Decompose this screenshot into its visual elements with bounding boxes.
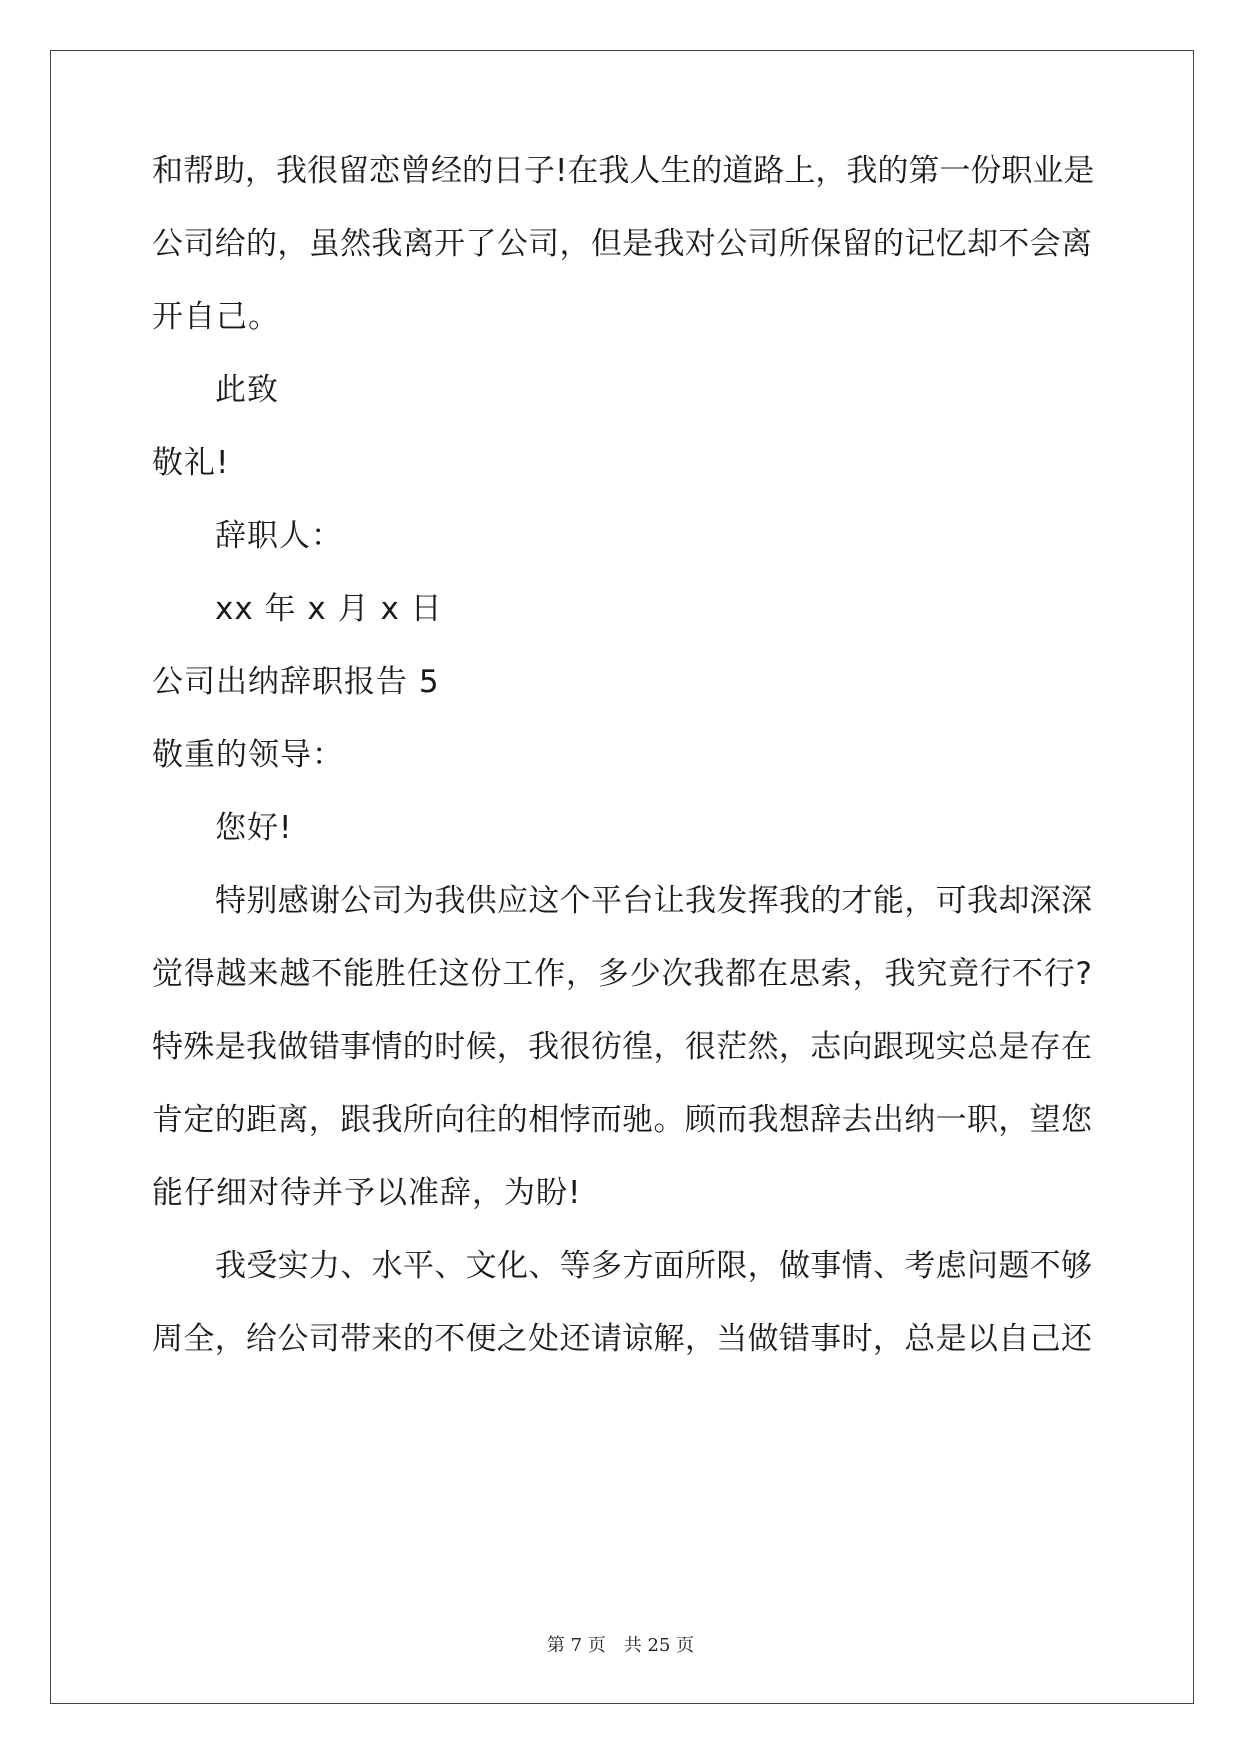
body-line-3: 开自己。 [152, 299, 280, 335]
body-line-1: 和帮助，我很留恋曾经的日子!在我人生的道路上，我的第一份职业是 [152, 153, 1095, 189]
signature-label: 辞职人： [215, 518, 343, 554]
greeting-hello: 您好! [215, 810, 293, 846]
body-line-17: 周全，给公司带来的不便之处还请谅解，当做错事时，总是以自己还 [152, 1321, 1092, 1357]
page-number-footer: 第 7 页 共 25 页 [546, 1635, 695, 1656]
body-line-14: 肯定的距离，跟我所向往的相悖而驰。顾而我想辞去出纳一职，望您 [152, 1102, 1092, 1138]
body-line-13: 特殊是我做错事情的时候，我很彷徨，很茫然，志向跟现实总是存在 [152, 1029, 1092, 1065]
body-line-2: 公司给的，虽然我离开了公司，但是我对公司所保留的记忆却不会离 [152, 226, 1092, 262]
body-line-11: 特别感谢公司为我供应这个平台让我发挥我的才能，可我却深深 [215, 883, 1092, 919]
salutation-regards: 敬礼! [152, 445, 230, 481]
signature-date: xx 年 x 月 x 日 [215, 591, 443, 627]
body-line-12: 觉得越来越不能胜任这份工作，多少次我都在思索，我究竟行不行? [152, 956, 1092, 992]
body-line-15: 能仔细对待并予以准辞，为盼! [152, 1175, 582, 1211]
body-line-16: 我受实力、水平、文化、等多方面所限，做事情、考虑问题不够 [215, 1248, 1092, 1284]
salutation-closing: 此致 [215, 372, 279, 408]
section-title: 公司出纳辞职报告 5 [152, 664, 440, 700]
greeting-recipient: 敬重的领导： [152, 737, 344, 773]
